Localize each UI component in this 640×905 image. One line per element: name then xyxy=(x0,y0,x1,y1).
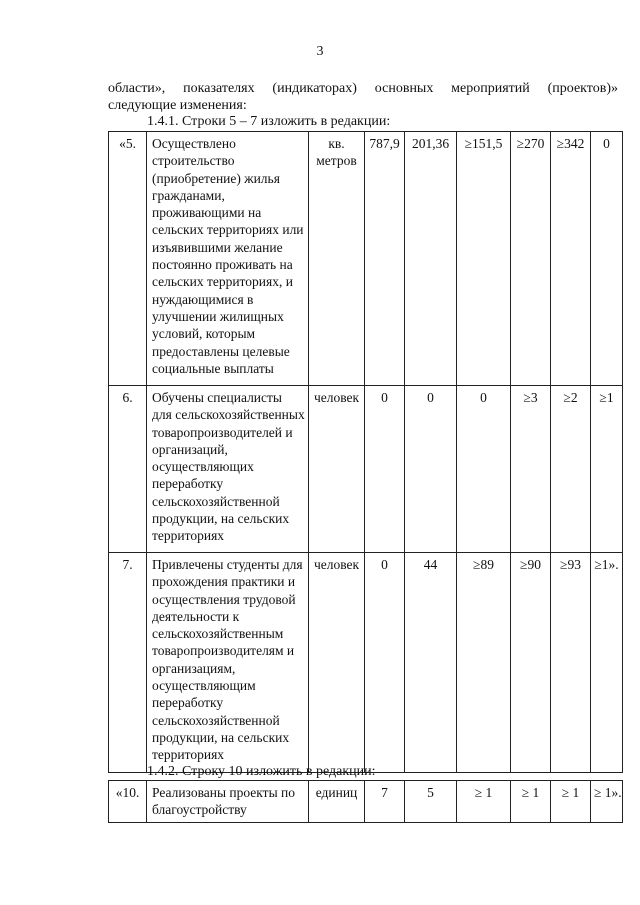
section-heading-1: 1.4.1. Строки 5 – 7 изложить в редакции: xyxy=(147,114,391,129)
unit-cell: кв. метров xyxy=(309,132,365,386)
unit-cell: человек xyxy=(309,553,365,773)
value-cell: ≥1». xyxy=(591,553,623,773)
value-cell: ≥3 xyxy=(511,386,551,553)
value-cell: 44 xyxy=(405,553,457,773)
value-cell: ≥1 xyxy=(591,386,623,553)
indicator-text: Реализованы проекты по благоустройству xyxy=(147,781,309,823)
value-cell: ≥151,5 xyxy=(457,132,511,386)
row-number: 6. xyxy=(109,386,147,553)
value-cell: 5 xyxy=(405,781,457,823)
value-cell: ≥ 1». xyxy=(591,781,623,823)
value-cell: ≥93 xyxy=(551,553,591,773)
value-cell: ≥ 1 xyxy=(511,781,551,823)
value-cell: 0 xyxy=(405,386,457,553)
value-cell: 0 xyxy=(365,386,405,553)
row-number: «10. xyxy=(109,781,147,823)
value-cell: ≥2 xyxy=(551,386,591,553)
indicators-table-row-10 xyxy=(108,780,623,823)
table-row xyxy=(109,132,623,386)
value-cell: ≥90 xyxy=(511,553,551,773)
value-cell: 0 xyxy=(591,132,623,386)
unit-cell: человек xyxy=(309,386,365,553)
value-cell: 0 xyxy=(365,553,405,773)
value-cell: 0 xyxy=(457,386,511,553)
row-number: «5. xyxy=(109,132,147,386)
indicator-text: Привлечены студенты для прохождения практики и осуществления трудовой деятельности к сельскохозяйственным товаропроизводителям и организациям, осуществляющим переработку сельскохозяйственной продукции, на сельских территориях xyxy=(147,553,309,773)
intro-line-2: следующие изменения: xyxy=(108,98,247,113)
indicator-text: Обучены специалисты для сельскохозяйственных товаропроизводителей и организаций, осуществляющих переработку сельскохозяйственной продукции, на сельских территориях xyxy=(147,386,309,553)
value-cell: ≥342 xyxy=(551,132,591,386)
table-row xyxy=(109,781,623,823)
value-cell: ≥ 1 xyxy=(457,781,511,823)
value-cell: ≥ 1 xyxy=(551,781,591,823)
value-cell: ≥270 xyxy=(511,132,551,386)
value-cell: 787,9 xyxy=(365,132,405,386)
indicator-text: Осуществлено строительство (приобретение) жилья гражданами, проживающими на сельских территориях или изъявившими желание постоянно проживать на сельских территориях, и нуждающимися в улучшении жилищных условий, которым предоставлены целевые социальные выплаты xyxy=(147,132,309,386)
value-cell: 7 xyxy=(365,781,405,823)
value-cell: ≥89 xyxy=(457,553,511,773)
page-number: 3 xyxy=(316,44,324,59)
section-heading-2: 1.4.2. Строку 10 изложить в редакции: xyxy=(147,764,376,779)
row-number: 7. xyxy=(109,553,147,773)
table-row xyxy=(109,386,623,553)
value-cell: 201,36 xyxy=(405,132,457,386)
intro-line-1: области», показателях (индикаторах) основных мероприятий (проектов)» xyxy=(108,81,618,96)
table-row xyxy=(109,553,623,773)
unit-cell: единиц xyxy=(309,781,365,823)
indicators-table xyxy=(108,131,623,773)
